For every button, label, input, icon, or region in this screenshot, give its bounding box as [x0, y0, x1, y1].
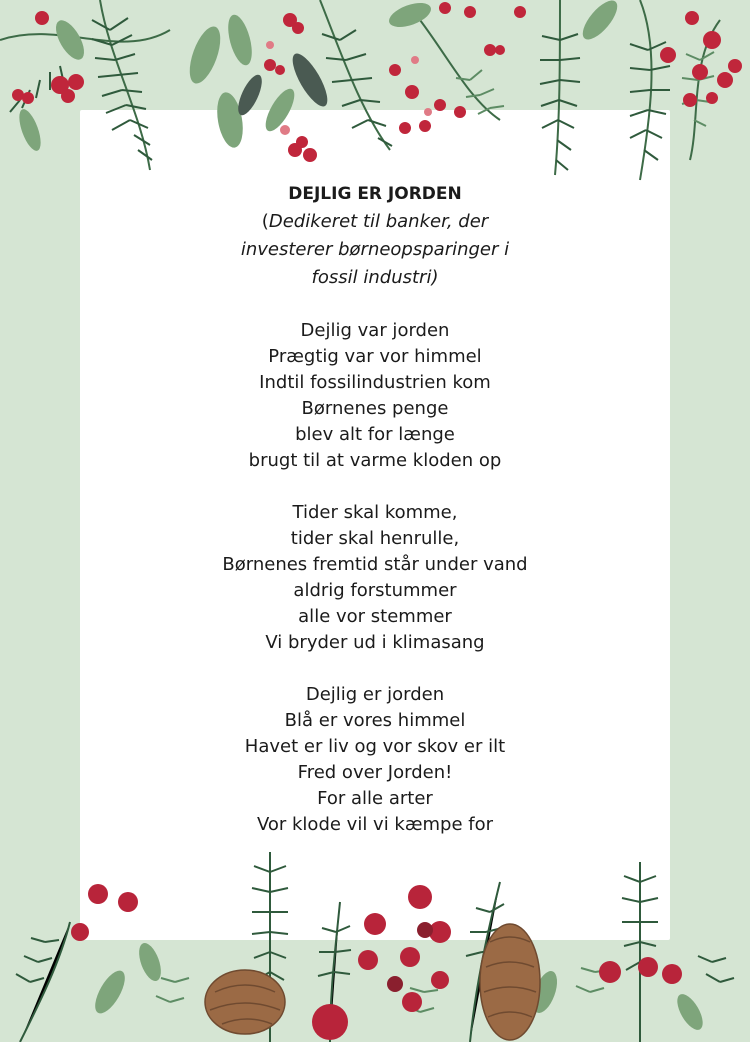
verse-line: Blå er vores himmel: [284, 710, 466, 731]
poem-title: DEJLIG ER JORDEN: [288, 184, 462, 204]
verse-line: Indtil fossilindustrien kom: [259, 372, 491, 393]
verse-line: alle vor stemmer: [298, 606, 452, 627]
verse-line: aldrig forstummer: [293, 580, 457, 601]
verse-line: Børnenes fremtid står under vand: [222, 554, 528, 575]
stanza-2: [80, 500, 670, 656]
verse-line: brugt til at varme kloden op: [248, 450, 502, 471]
poem-dedication: [80, 208, 670, 292]
verse-line: tider skal henrulle,: [290, 528, 460, 549]
dedication-line: (Dedikeret til banker, der: [261, 211, 489, 232]
dedication-line: fossil industri): [311, 267, 439, 288]
verse-line: blev alt for længe: [295, 424, 455, 445]
verse-line: Havet er liv og vor skov er ilt: [244, 736, 506, 757]
verse-line: Fred over Jorden!: [297, 762, 453, 783]
dedication-line: investerer børneopsparinger i: [240, 239, 510, 260]
verse-line: For alle arter: [317, 788, 433, 809]
stanza-3: [80, 682, 670, 838]
stanza-1: [80, 318, 670, 474]
verse-line: Tider skal komme,: [292, 502, 458, 523]
verse-line: Vor klode vil vi kæmpe for: [256, 814, 494, 835]
poem: [80, 180, 670, 838]
verse-line: Vi bryder ud i klimasang: [265, 632, 485, 653]
verse-line: Prægtig var vor himmel: [268, 346, 482, 367]
verse-line: Dejlig er jorden: [305, 684, 445, 705]
verse-line: Børnenes penge: [301, 398, 449, 419]
verse-line: Dejlig var jorden: [300, 320, 450, 341]
